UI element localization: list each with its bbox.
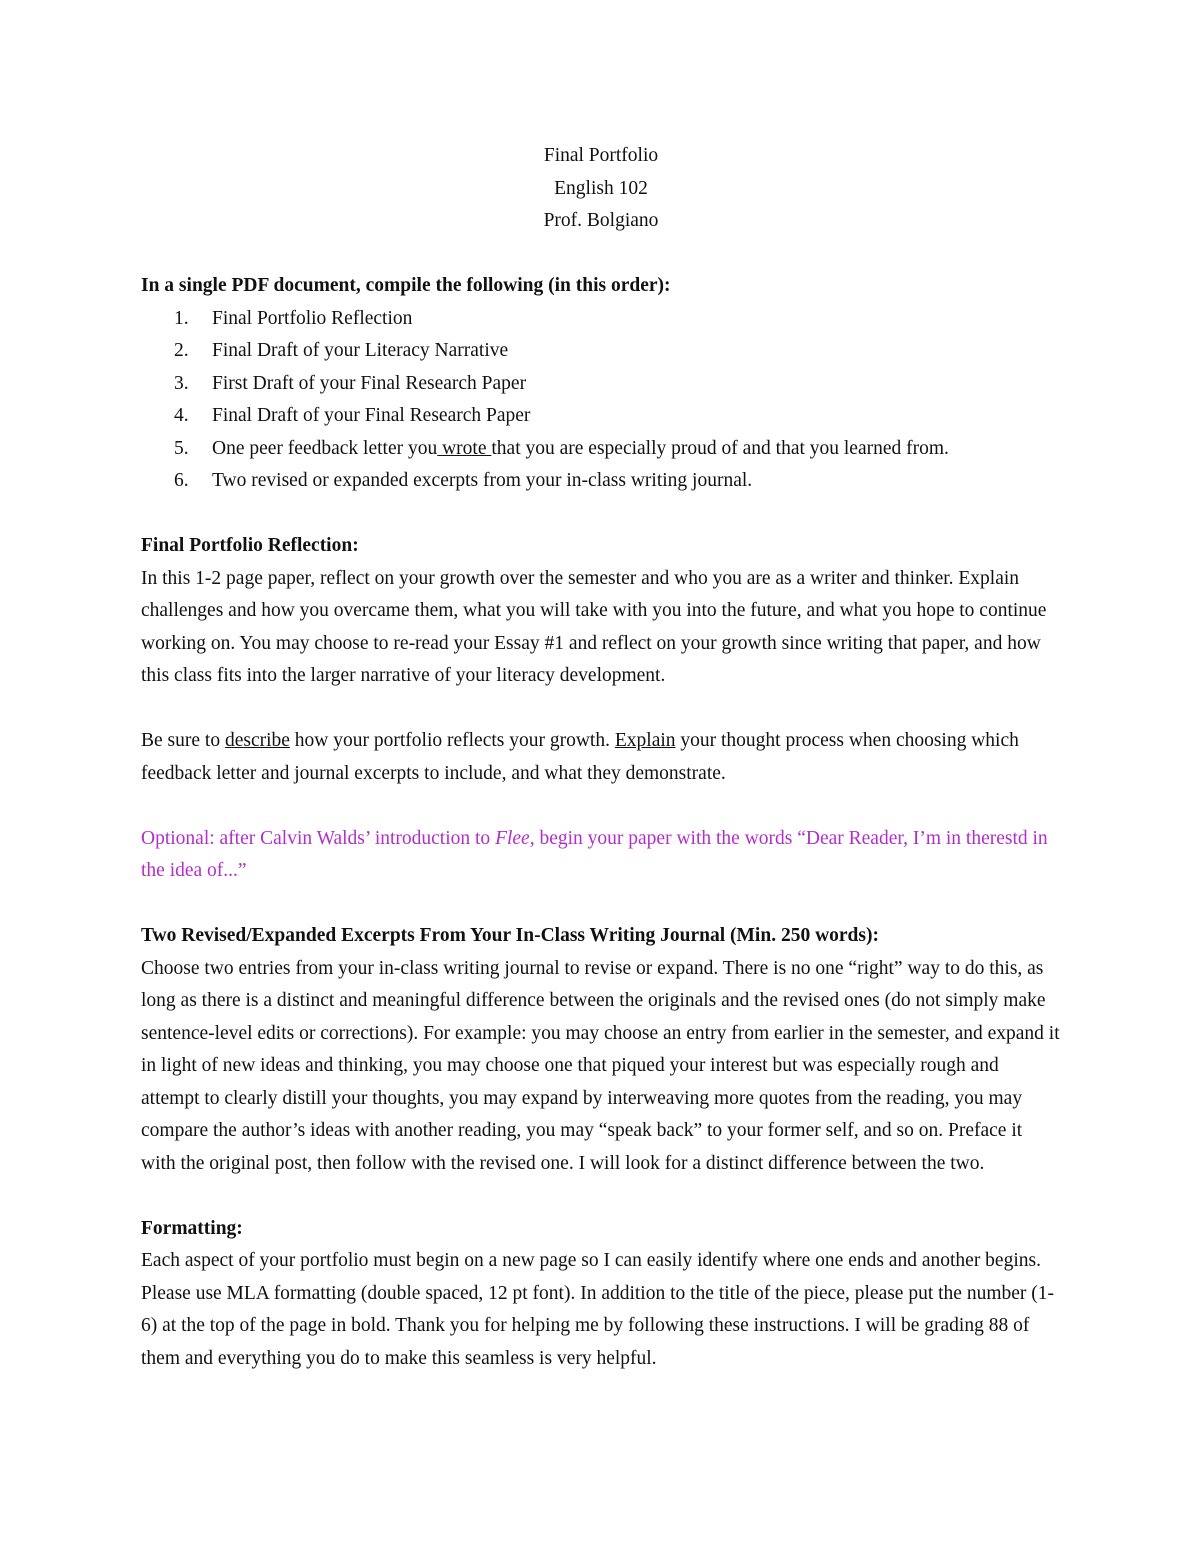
- reflection-instructions: [141, 725, 1061, 790]
- list-item-text-start: One peer feedback letter you: [212, 437, 438, 459]
- formatting-paragraph: Each aspect of your portfolio must begin on a new page so I can easily identify where one ends and another begins. Please use MLA formatting (double spaced, 12 pt font). In addition to the title of the piece, please put the number (1-6) at the top of the page in bold. Thank you for helping me by following these instructions. I will be grading 88 of them and everything you do to make this seamless is very helpful.: [141, 1250, 1055, 1369]
- list-item-text: First Draft of your Final Research Paper: [212, 372, 527, 394]
- describe-underlined: describe: [224, 730, 290, 751]
- instruction-text: how your portfolio reflects your growth.: [289, 730, 615, 751]
- instruction-text: your thought process when choosing which feedback letter and journal excerpts to include, and what they demonstrate.: [141, 730, 1019, 784]
- spacer: [141, 888, 1061, 921]
- list-item: [141, 303, 1061, 336]
- list-item-text: [212, 438, 949, 459]
- list-number: 1.: [174, 307, 189, 329]
- requirements-list: [141, 303, 1061, 498]
- course-name: English 102: [554, 177, 648, 199]
- list-item-text: Two revised or expanded excerpts from your in-class writing journal.: [212, 470, 753, 491]
- document-page: [141, 140, 1061, 1375]
- explain-underlined: Explain: [614, 730, 676, 751]
- formatting-heading: Formatting:: [141, 1217, 243, 1239]
- list-item-text: Final Draft of your Literacy Narrative: [212, 340, 509, 361]
- list-number: 4.: [174, 405, 189, 426]
- document-header: [141, 140, 1061, 238]
- spacer: [141, 790, 1061, 823]
- list-item: [141, 400, 1061, 433]
- spacer: [141, 498, 1061, 531]
- list-item: [141, 433, 1061, 466]
- list-item: [141, 465, 1061, 498]
- list-number: 3.: [174, 372, 189, 394]
- list-item: [141, 368, 1061, 401]
- reflection-paragraph: In this 1-2 page paper, reflect on your growth over the semester and who you are as a writer and thinker. Explain challenges and how you overcame them, what you will take with you into the future, and what you hope to continue working on. You may choose to re-read your Essay #1 and reflect on your growth since writing that paper, and how this class fits into the larger narrative of your literacy development.: [141, 567, 1047, 686]
- list-number: 2.: [174, 340, 189, 361]
- spacer: [141, 238, 1061, 271]
- reflection-heading: Final Portfolio Reflection:: [141, 535, 359, 556]
- list-item-text: Final Portfolio Reflection: [212, 307, 413, 329]
- underlined-word: wrote: [437, 437, 492, 459]
- spacer: [141, 693, 1061, 726]
- list-item: [141, 335, 1061, 368]
- document-title: Final Portfolio: [543, 145, 659, 166]
- list-number: 6.: [174, 470, 189, 491]
- professor-name: Prof. Bolgiano: [543, 210, 659, 231]
- excerpts-paragraph: Choose two entries from your in-class writing journal to revise or expand. There is no one “right” way to do this, as long as there is a distinct and meaningful difference between the originals and the revised ones (do not simply make sentence-level edits or corrections). For example: you may choose an entry from earlier in the semester, and expand it in light of new ideas and thinking, you may choose one that piqued your interest but was especially rough and attempt to clearly distill your thoughts, you may expand by interweaving more quotes from the reading, you may compare the author’s ideas with another reading, you may “speak back” to your former self, and so on. Preface it with the original post, then follow with the revised one. I will look for a distinct difference between the two.: [141, 957, 1060, 1174]
- compile-heading: In a single PDF document, compile the following (in this order):: [141, 275, 671, 296]
- excerpts-heading: Two Revised/Expanded Excerpts From Your In-Class Writing Journal (Min. 250 words):: [141, 925, 879, 946]
- optional-text: Optional: after Calvin Walds’ introduction to: [141, 827, 496, 849]
- list-item-text-end: that you are especially proud of and that you learned from.: [491, 437, 949, 459]
- book-title: Flee,: [495, 827, 535, 849]
- optional-text: begin your paper with the words “Dear Reader, I’m in therestd in the idea of...”: [141, 827, 1048, 881]
- instruction-text: Be sure to: [141, 730, 225, 751]
- optional-note: [141, 823, 1061, 888]
- list-number: 5.: [174, 437, 189, 459]
- list-item-text: Final Draft of your Final Research Paper: [212, 405, 531, 426]
- spacer: [141, 1180, 1061, 1213]
